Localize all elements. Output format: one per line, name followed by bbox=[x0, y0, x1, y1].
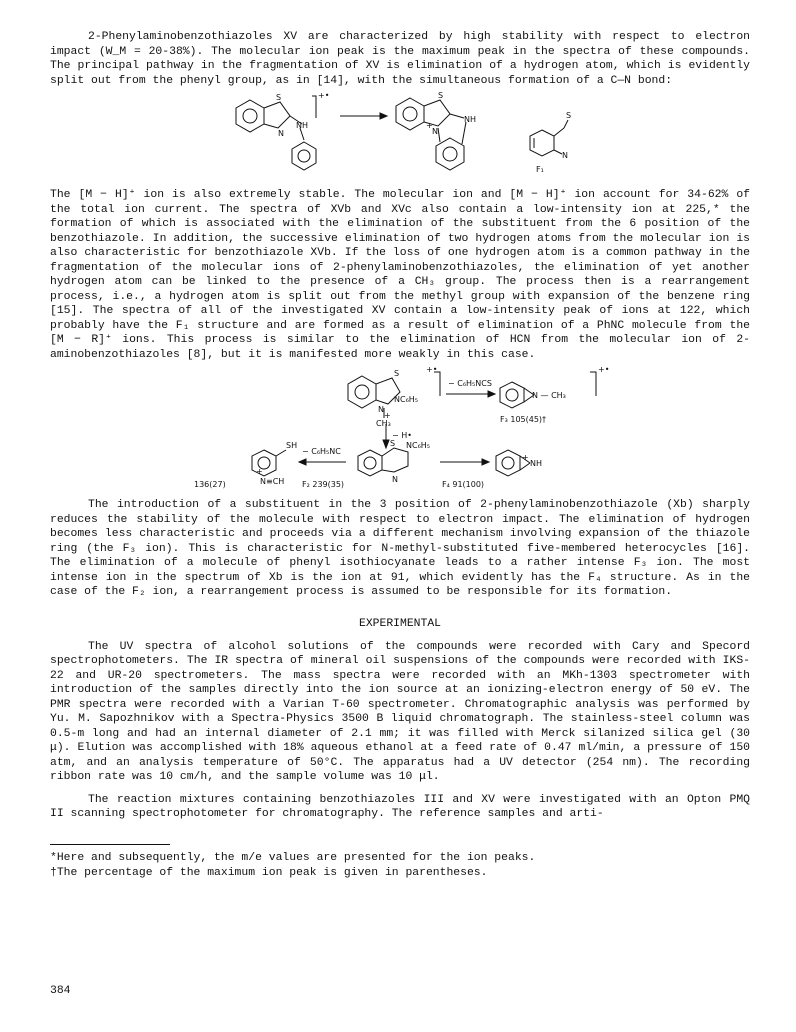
scheme-1-figure bbox=[50, 88, 750, 188]
footnote-divider bbox=[50, 844, 170, 845]
paragraph-reaction-mixtures: The reaction mixtures containing benzothiazoles III and XV were investigated with an Opton PMQ II scanning spectrophotometer for chromatography. The reference samples and arti- bbox=[50, 793, 750, 820]
label-n-ch3: N — CH₃ bbox=[532, 391, 566, 400]
label-n-1: N bbox=[278, 129, 284, 138]
aromatic-circle-5 bbox=[355, 385, 369, 399]
caption-f4: F₄ 91(100) bbox=[442, 480, 485, 489]
phenyl-ring-1 bbox=[292, 142, 316, 170]
reaction-scheme-2 bbox=[50, 362, 750, 494]
label-sh: SH bbox=[286, 441, 298, 450]
label-radical-cation-2: +• bbox=[426, 365, 438, 374]
footnote-2: †The percentage of the maximum ion peak is given in parentheses. bbox=[50, 866, 488, 879]
label-s-3: S bbox=[566, 111, 572, 120]
label-f1: F₁ bbox=[536, 165, 544, 174]
label-n-4: N bbox=[378, 405, 384, 414]
arrow-1-head bbox=[380, 113, 387, 119]
aromatic-circle-7 bbox=[364, 457, 376, 469]
thiazole-ring-1 bbox=[264, 102, 290, 128]
label-radical-cation: +• bbox=[318, 91, 330, 100]
bond-n-ring bbox=[438, 128, 440, 142]
label-n-2: N bbox=[432, 127, 438, 136]
label-nh-3: NH bbox=[530, 459, 542, 468]
bond-nh-ring bbox=[462, 122, 466, 144]
label-s-5: S bbox=[390, 439, 396, 448]
label-plus-4: + bbox=[522, 453, 529, 462]
arrow-3-head bbox=[488, 391, 495, 397]
paragraph-substituent: The introduction of a substituent in the 3 position of 2-phenylaminobenzothiazole (Xb) sharply reduces the stability of the molecule with respect to electron impact. The elimination of hydrogen becomes less characteristic and proceeds via a different mechanism involving expansion of the thiazole ring (the F₃ ion). This is characteristic for N-methyl-substituted five-membered heterocycles [16]. The elimination of a molecule of phenyl isothiocyanate leads to a rather intense F₃ ion. The most intense ion in the spectrum of Xb is the ion at 91, which evidently has the F₄ structure. As in the case of the F₂ ion, a rearrangement process is assumed to be responsible for its formation. bbox=[50, 499, 750, 598]
caption-f2: F₂ 239(35) bbox=[302, 480, 345, 489]
label-plus-3: + bbox=[384, 411, 391, 420]
f2-thiazine-ring bbox=[382, 448, 408, 472]
aromatic-circle-1 bbox=[243, 109, 257, 123]
f2-benzene-ring bbox=[358, 450, 382, 476]
label-nc6h5-2: NC₆H₅ bbox=[406, 441, 430, 450]
label-n-5: N bbox=[392, 475, 398, 484]
radical-bracket-3 bbox=[590, 372, 596, 396]
arrow-4-head bbox=[482, 459, 489, 465]
ion-136-bond-sh bbox=[276, 450, 286, 456]
reaction-scheme-1 bbox=[50, 88, 750, 188]
aromatic-circle-8 bbox=[502, 457, 514, 469]
f1-bond-s bbox=[564, 120, 568, 128]
paragraph-intro: 2-Phenylaminobenzothiazoles XV are characterized by high stability with respect to electron impact (W_M = 20-38%). The molecular ion peak is the maximum peak in the spectra of these compounds. The principal pathway in the fragmentation of XV is elimination of a hydrogen atom, which is evidently split out from the phenyl group, as in [14], with the simultaneous formation of a C—N bond: bbox=[50, 31, 750, 87]
f4-ring bbox=[496, 450, 520, 476]
arrow-5-head bbox=[299, 459, 306, 465]
label-nc6h5-1: NC₆H₅ bbox=[394, 395, 418, 404]
label-loss-phncs: − C₆H₅NCS bbox=[448, 379, 492, 388]
label-n-3: N bbox=[562, 151, 568, 160]
label-loss-phnc: − C₆H₅NC bbox=[302, 447, 341, 456]
f1-bond-cn bbox=[554, 150, 562, 154]
benzene-ring-3 bbox=[348, 376, 376, 408]
page-number: 384 bbox=[50, 985, 71, 997]
benzene-ring-2 bbox=[396, 98, 424, 130]
label-s-4: S bbox=[394, 369, 400, 378]
f1-bond-cs bbox=[554, 128, 564, 136]
aromatic-circle-4 bbox=[443, 147, 457, 161]
radical-bracket-1 bbox=[312, 96, 316, 118]
f4-bond-2 bbox=[520, 463, 530, 470]
paragraph-experimental: The UV spectra of alcohol solutions of the compounds were recorded with Cary and Specord spectrophotometers. The IR spectra of mineral oil suspensions of the compounds were recorded with IKS-22 and UR-20 spectrometers. The mass spectra were recorded with an MKh-1303 spectrometer with introduction of the samples directly into the ion source at an ionizing-electron energy of 50 eV. The PMR spectra were recorded with a Varian T-60 spectrometer. Chromatographic analysis was performed by Yu. M. Sapozhnikov with a Spectra-Physics 3500 B liquid chromatograph. The stainless-steel column was 0.5-m long and had an internal diameter of 2.1 mm; it was filled with Merck silanized silica gel (30 μ). Elution was accomplished with 18% aqueous ethanol at a feed rate of 0.47 ml/min, a pressure of 150 atm, and an analysis temperature of 50°C. The apparatus had a UV detector (254 nm). The recording ribbon rate was 10 cm/h, and the sample volume was 10 μl. bbox=[50, 640, 750, 783]
label-s-2: S bbox=[438, 91, 444, 100]
bond-c-nh bbox=[450, 114, 464, 118]
paragraph-fragmentation: The [M − H]⁺ ion is also extremely stable. The molecular ion and [M − H]⁺ ion account for 34-62% of the total ion current. The spectra of XVb and XVc also contain a low-intensity ion at 225,* the formation of which is associated with the elimination of the substituent from the 6 position of the benzothiazole. In addition, the successive elimination of two hydrogen atoms from the molecular ion is also characteristic for benzothiazole XVb. If the loss of one hydrogen atom is a common pathway in the fragmentation of the molecular ions of 2-phenylaminobenzothiazoles, the elimination of yet another hydrogen atom can be linked to the presence of a CH₃ group. The process then is a rearrangement process, i.e., a hydrogen atom is split out from the methyl group with expansion of the benzene ring [15]. The spectra of all of the investigated XV contain a low-intensity peak of ions at 122, which probably have the F₁ structure and are formed as a result of elimination of a PhNC molecule from the [M − R]⁺ ions. This process is similar to the elimination of HCN from the molecular ion of 2-aminobenzothiazoles [8], but it is manifested more weakly in this case. bbox=[50, 189, 750, 361]
section-heading-experimental: EXPERIMENTAL bbox=[358, 617, 442, 630]
caption-136: 136(27) bbox=[194, 480, 226, 489]
aromatic-circle-2 bbox=[298, 150, 310, 162]
label-nch: N≡CH bbox=[260, 477, 285, 486]
benzene-ring-1 bbox=[236, 100, 264, 132]
label-radical-cation-3: +• bbox=[598, 365, 610, 374]
phenyl-ring-2 bbox=[436, 138, 464, 170]
arrow-2-head bbox=[383, 440, 389, 448]
f3-ring bbox=[500, 382, 524, 408]
aromatic-circle-6 bbox=[506, 389, 518, 401]
footnote-1: *Here and subsequently, the m/e values are presented for the ion peaks. bbox=[50, 851, 536, 864]
label-plus-5: + bbox=[256, 467, 263, 476]
label-nh-1: NH bbox=[296, 121, 308, 130]
label-s-1: S bbox=[276, 93, 282, 102]
label-loss-h: − H• bbox=[392, 431, 412, 440]
label-nh-2: NH bbox=[464, 115, 476, 124]
label-plus-2: + bbox=[426, 121, 433, 130]
page-body bbox=[50, 30, 750, 881]
label-f3: F₃ 105(45)† bbox=[500, 415, 547, 424]
aromatic-circle-3 bbox=[403, 107, 417, 121]
radical-bracket-2 bbox=[434, 372, 440, 396]
label-ch3: CH₃ bbox=[376, 419, 391, 428]
